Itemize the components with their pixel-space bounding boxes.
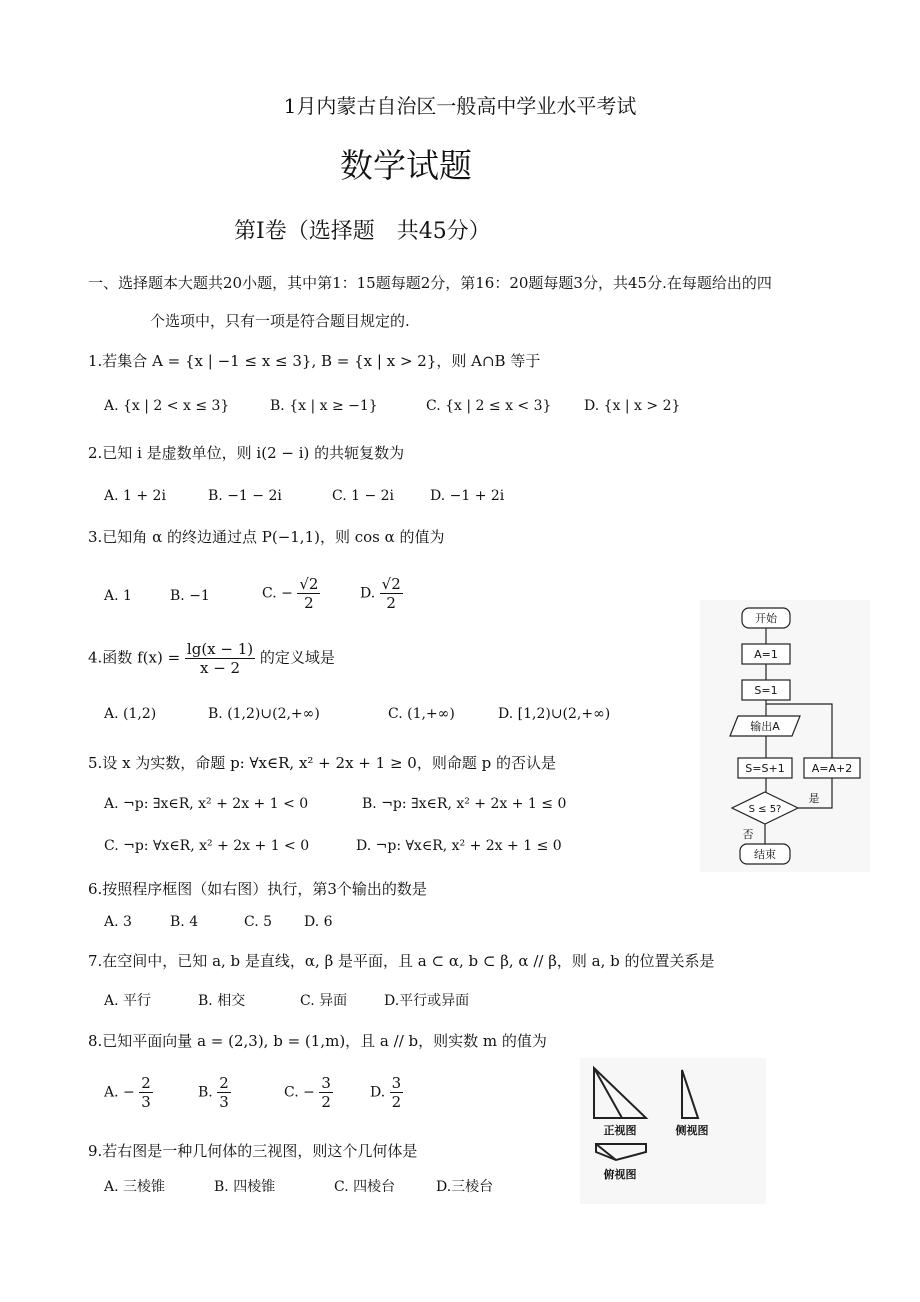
flowchart-condition-text: S ≤ 5?	[748, 804, 782, 815]
section-instruction: 一、选择题本大题共20小题，其中第1：15题每题2分，第16：20题每题3分，共45分.在每题给出的四	[88, 274, 772, 292]
q8-option-d	[370, 1074, 403, 1111]
q4-fraction	[185, 640, 255, 677]
q2-option-c: C. 1 − 2i	[332, 488, 395, 504]
q3-option-d-den: 2	[386, 594, 396, 612]
q1-option-c: C. {x | 2 ≤ x < 3}	[426, 398, 552, 414]
three-views-figure	[580, 1058, 766, 1204]
q8-option-b-den: 3	[219, 1093, 229, 1111]
question-8: 8.已知平面向量 a = (2,3), b = (1,m)，且 a // b，则实数 m 的值为	[88, 1032, 547, 1050]
q8-option-d-den: 2	[391, 1093, 402, 1111]
q3-option-d-num: √2	[381, 575, 401, 593]
q5-option-a: A. ¬p: ∃x∈R, x² + 2x + 1 < 0	[104, 796, 309, 812]
q8-option-d-label: D.	[370, 1084, 386, 1101]
q7-option-c: C. 异面	[300, 993, 348, 1009]
subject-title: 数学试题	[340, 146, 472, 185]
flowchart-start-text: 开始	[755, 612, 777, 625]
q4-den: x − 2	[199, 659, 241, 677]
q8-option-a-sign: −	[123, 1084, 135, 1101]
question-9: 9.若右图是一种几何体的三视图，则这个几何体是	[88, 1142, 418, 1160]
q8-option-c-fraction	[319, 1074, 333, 1111]
q7-option-d: D.平行或异面	[384, 993, 470, 1009]
question-4	[88, 640, 335, 677]
q8-option-d-num: 3	[391, 1074, 402, 1092]
q3-option-d-fraction	[380, 575, 403, 612]
question-2: 2.已知 i 是虚数单位，则 i(2 − i) 的共轭复数为	[88, 444, 405, 462]
q6-option-d: D. 6	[304, 914, 333, 930]
q3-option-b: B. −1	[170, 588, 210, 604]
q4-stem-tail: 的定义域是	[259, 648, 335, 667]
q2-option-a: A. 1 + 2i	[104, 488, 166, 504]
q3-option-d	[360, 575, 403, 612]
q8-option-a-num: 2	[141, 1074, 151, 1092]
q5-option-d: D. ¬p: ∀x∈R, x² + 2x + 1 ≤ 0	[356, 838, 562, 854]
q9-option-c: C. 四棱台	[334, 1179, 396, 1195]
q8-option-c-label: C.	[284, 1084, 299, 1101]
flowchart-s-step-text: S=S+1	[745, 762, 785, 775]
question-1: 1.若集合 A = {x | −1 ≤ x ≤ 3}, B = {x | x > 2}，则 A∩B 等于	[88, 352, 541, 370]
q8-option-a-fraction	[139, 1074, 153, 1111]
q8-option-b	[198, 1074, 231, 1111]
question-7: 7.在空间中，已知 a, b 是直线，α, β 是平面，且 a ⊂ α, b ⊂ β, α // β，则 a, b 的位置关系是	[88, 952, 715, 970]
q4-num: lg(x − 1)	[186, 640, 254, 658]
q1-option-a: A. {x | 2 < x ≤ 3}	[104, 398, 230, 414]
q4-option-c: C. (1,+∞)	[388, 706, 455, 722]
flowchart-a-step-text: A=A+2	[811, 762, 853, 775]
q3-option-c-sign: −	[281, 585, 293, 602]
q3-option-c-num: √2	[299, 575, 319, 593]
q8-option-a-label: A.	[104, 1084, 119, 1101]
q6-option-a: A. 3	[104, 914, 132, 930]
q4-option-d: D. [1,2)∪(2,+∞)	[498, 706, 611, 722]
q8-option-c-den: 2	[321, 1093, 331, 1111]
q8-option-c-sign: −	[303, 1084, 315, 1101]
q3-option-c-label: C.	[262, 585, 277, 602]
flowchart-output-text: 输出A	[750, 720, 780, 733]
flowchart-end-text: 结束	[754, 848, 776, 861]
q7-option-b: B. 相交	[198, 993, 246, 1009]
q3-option-c-fraction	[297, 575, 320, 612]
flowchart	[700, 600, 870, 872]
front-view-label: 正视图	[603, 1124, 637, 1137]
q8-option-b-label: B.	[198, 1084, 213, 1101]
q1-option-d: D. {x | x > 2}	[584, 398, 681, 414]
q4-option-b: B. (1,2)∪(2,+∞)	[208, 706, 320, 722]
section-instruction-cont: 个选项中，只有一项是符合题目规定的.	[150, 312, 410, 330]
q9-option-b: B. 四棱锥	[214, 1179, 276, 1195]
flowchart-yes-text: 是	[808, 792, 820, 805]
q6-option-c: C. 5	[244, 914, 273, 930]
q9-option-d: D.三棱台	[436, 1179, 494, 1195]
q3-option-c-den: 2	[304, 594, 314, 612]
q5-option-b: B. ¬p: ∃x∈R, x² + 2x + 1 ≤ 0	[362, 796, 567, 812]
q8-option-a	[104, 1074, 153, 1111]
flowchart-no-text: 否	[742, 828, 754, 841]
q8-option-c-num: 3	[321, 1074, 331, 1092]
question-6: 6.按照程序框图（如右图）执行，第3个输出的数是	[88, 880, 427, 898]
flowchart-a-init-text: A=1	[754, 648, 778, 661]
side-view-label: 侧视图	[675, 1124, 709, 1137]
q5-option-c: C. ¬p: ∀x∈R, x² + 2x + 1 < 0	[104, 838, 310, 854]
q7-option-a: A. 平行	[104, 993, 152, 1009]
part-title: 第Ⅰ卷（选择题 共45分）	[234, 219, 491, 244]
q8-option-c	[284, 1074, 333, 1111]
flowchart-s-init-text: S=1	[754, 684, 778, 697]
q2-option-d: D. −1 + 2i	[430, 488, 505, 504]
exam-title: 1月内蒙古自治区一般高中学业水平考试	[283, 94, 637, 118]
top-view-label: 俯视图	[603, 1168, 637, 1181]
q8-option-b-num: 2	[219, 1074, 229, 1092]
question-3: 3.已知角 α 的终边通过点 P(−1,1)，则 cos α 的值为	[88, 528, 445, 546]
q8-option-a-den: 3	[141, 1093, 151, 1111]
q4-stem: 4.函数 f(x) =	[88, 648, 181, 667]
q8-option-d-fraction	[390, 1074, 404, 1111]
q3-option-d-label: D.	[360, 585, 376, 602]
q9-option-a: A. 三棱锥	[104, 1179, 166, 1195]
q2-option-b: B. −1 − 2i	[208, 488, 282, 504]
q3-option-a: A. 1	[104, 588, 132, 604]
question-5: 5.设 x 为实数，命题 p: ∀x∈R, x² + 2x + 1 ≥ 0，则命题 p 的否认是	[88, 754, 556, 772]
q3-option-c	[262, 575, 320, 612]
q8-option-b-fraction	[217, 1074, 231, 1111]
q6-option-b: B. 4	[170, 914, 199, 930]
q1-option-b: B. {x | x ≥ −1}	[270, 398, 378, 414]
q4-option-a: A. (1,2)	[104, 706, 157, 722]
